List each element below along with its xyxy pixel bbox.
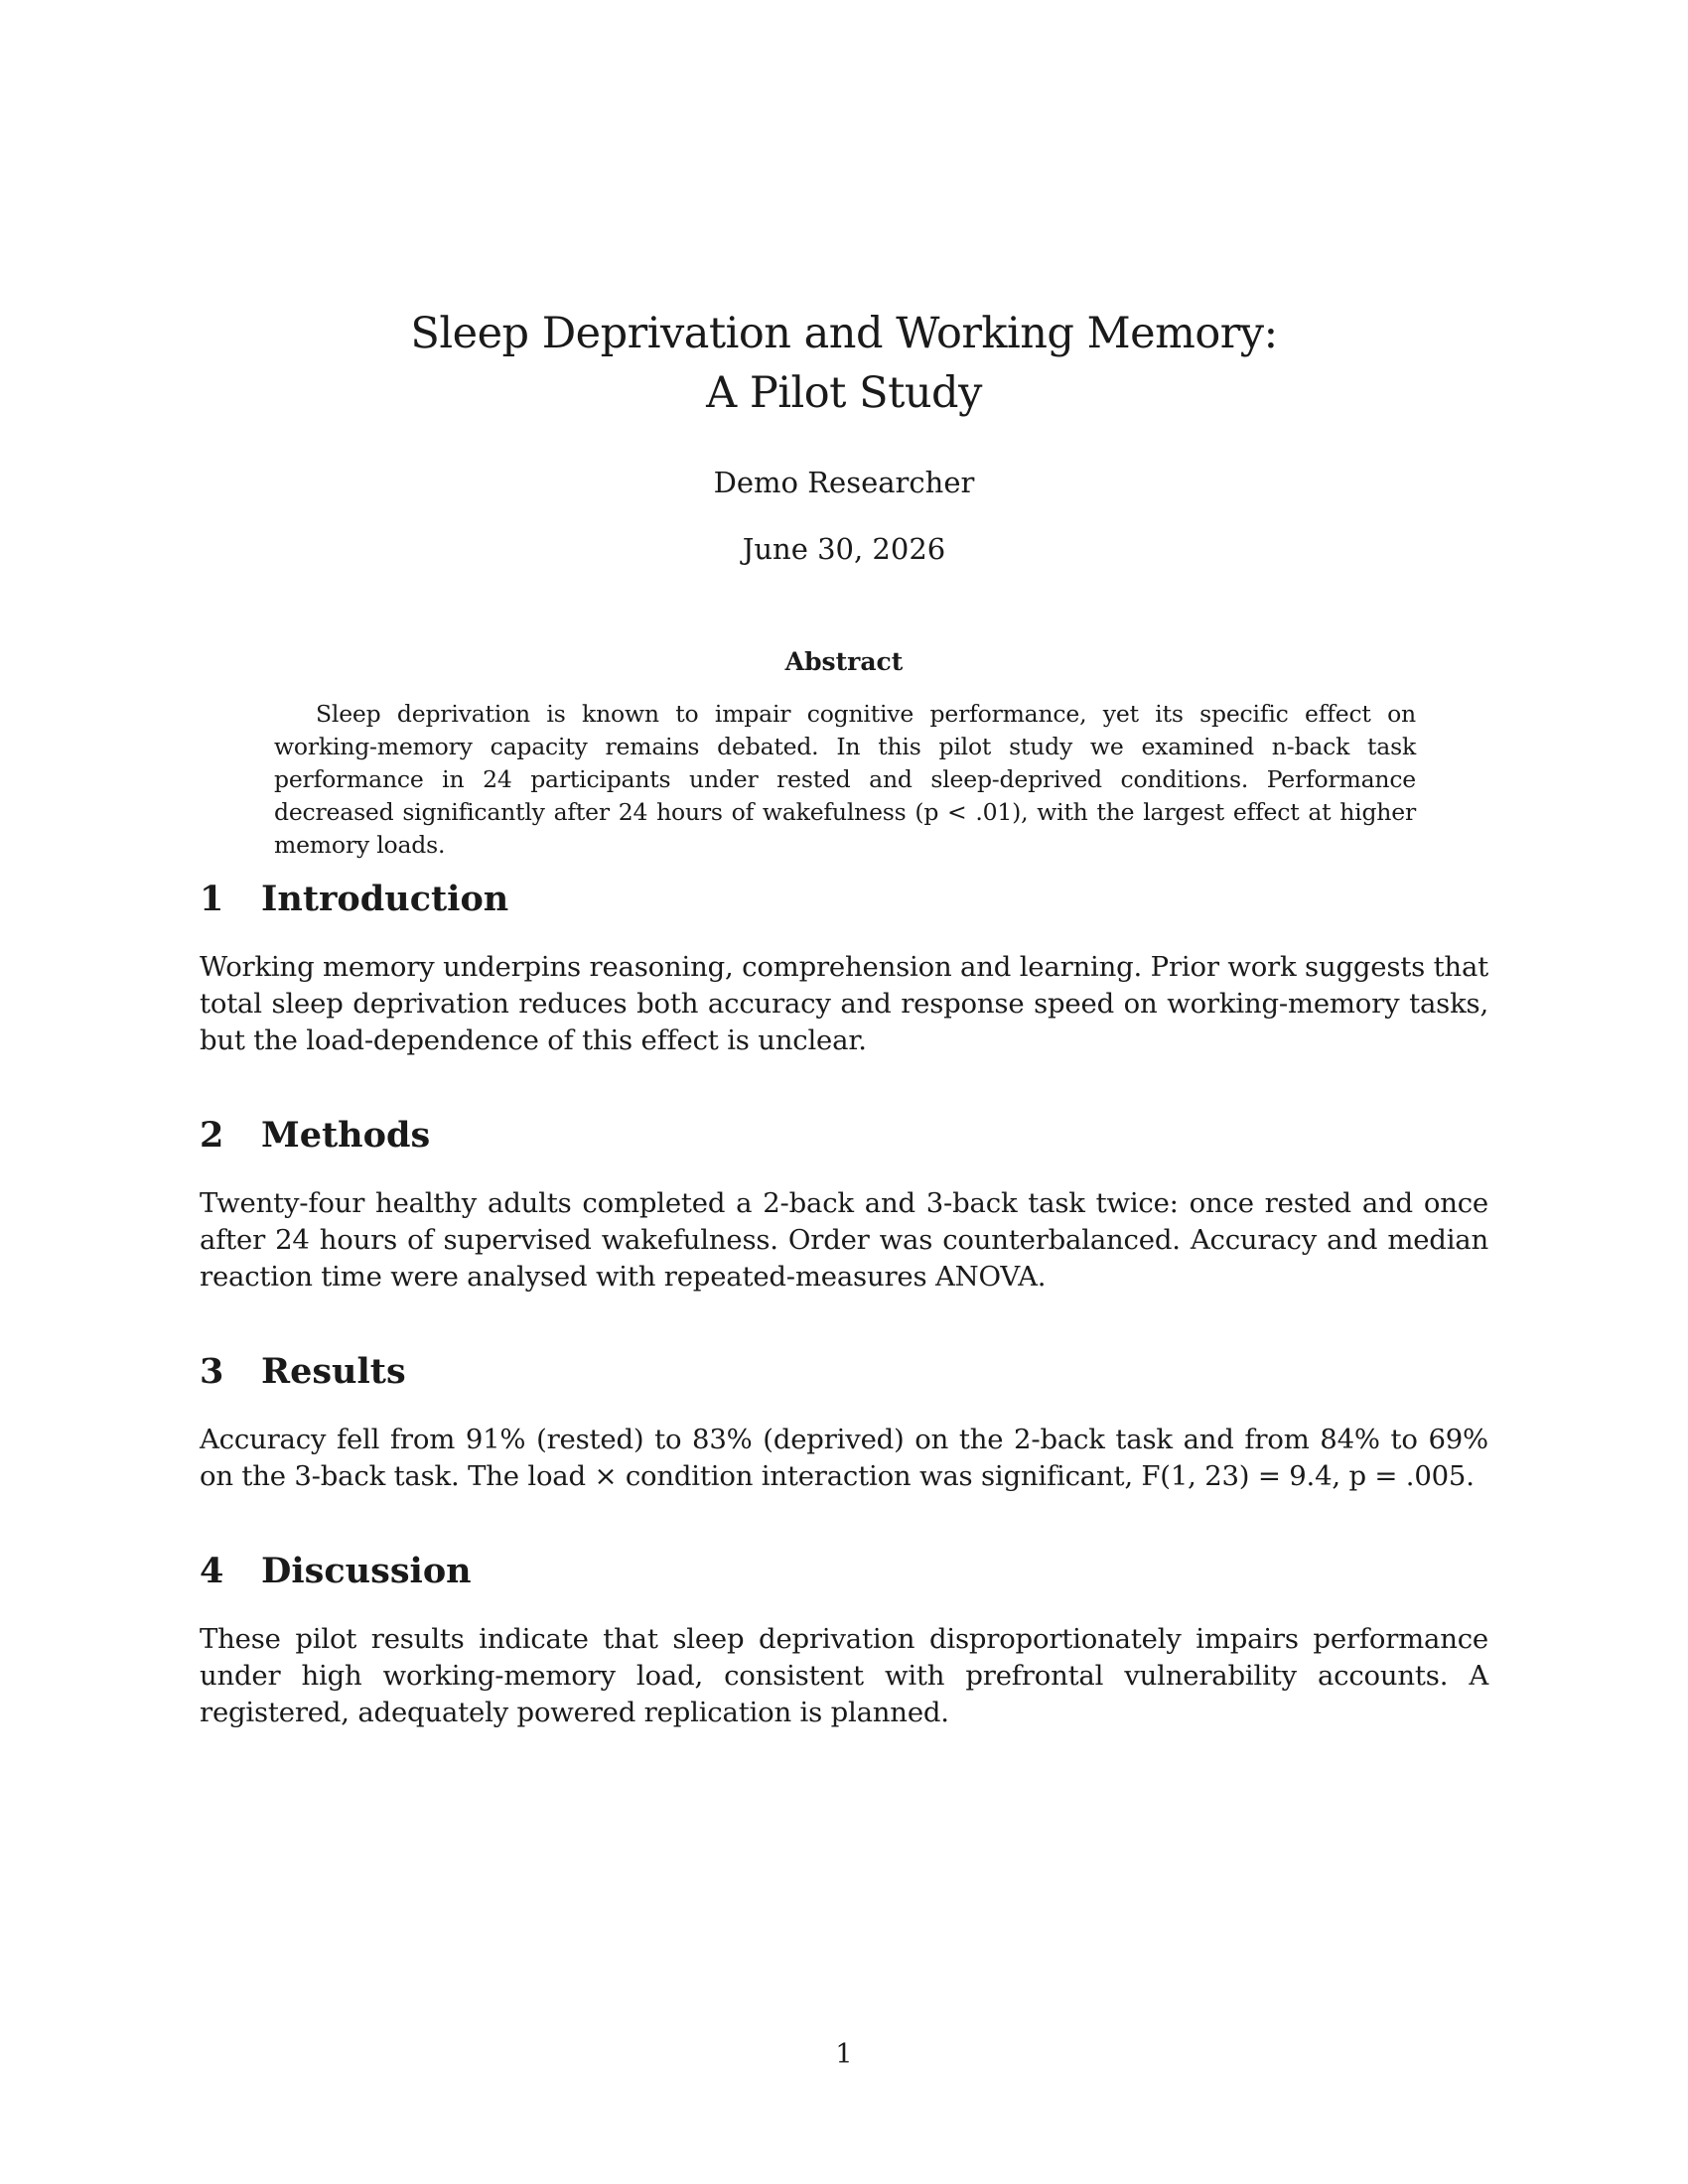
abstract-text: Sleep deprivation is known to impair cognitive performance, yet its specific effect on working-memory capacity remains debated. In this pilot study we examined n-back task performance in 24 participants under rested and sleep-deprived conditions. Performance decreased significantly after 24 hours of wakefulness (p < .01), with the largest effect at higher memory loads. [274,700,1416,859]
section-body: These pilot results indicate that sleep deprivation disproportionately impairs performance under high working-memory load, consistent with prefrontal vulnerability accounts. A registered, adequately powered replication is planned. [200,1623,1488,1728]
section-title: Introduction [261,879,509,919]
title-line-2: A Pilot Study [706,368,982,418]
section-body: Twenty-four healthy adults completed a 2-back and 3-back task twice: once rested and once after 24 hours of supervised wakefulness. Order was counterbalanced. Accuracy and median reaction time were analysed with repeated-measures ANOVA. [200,1187,1488,1293]
section-title: Discussion [261,1551,472,1591]
section-heading [200,1350,1488,1394]
section-body: Accuracy fell from 91% (rested) to 83% (deprived) on the 2-back task and from 84% to 69% on the 3-back task. The load × condition interaction was significant, F(1, 23) = 9.4, p = .005. [200,1424,1488,1492]
section-number: 3 [200,1351,224,1392]
abstract-heading: Abstract [784,647,904,676]
page-number: 1 [835,2039,853,2070]
section-heading [200,1114,1488,1158]
paper-title [0,304,1688,423]
section-heading [200,878,1488,921]
section-title: Methods [261,1115,431,1156]
section-discussion [200,1550,1488,1731]
publication-date: June 30, 2026 [742,532,946,566]
section-title: Results [261,1351,406,1392]
section-methods [200,1114,1488,1296]
title-line-1: Sleep Deprivation and Working Memory: [410,309,1278,358]
section-results [200,1350,1488,1495]
section-introduction [200,878,1488,1059]
section-number: 2 [200,1115,224,1156]
section-number: 4 [200,1551,224,1591]
section-number: 1 [200,879,224,919]
author-name: Demo Researcher [713,466,975,499]
section-body: Working memory underpins reasoning, comprehension and learning. Prior work suggests that total sleep deprivation reduces both accuracy and response speed on working-memory tasks, but the load-dependence of this effect is unclear. [200,951,1488,1056]
section-heading [200,1550,1488,1593]
